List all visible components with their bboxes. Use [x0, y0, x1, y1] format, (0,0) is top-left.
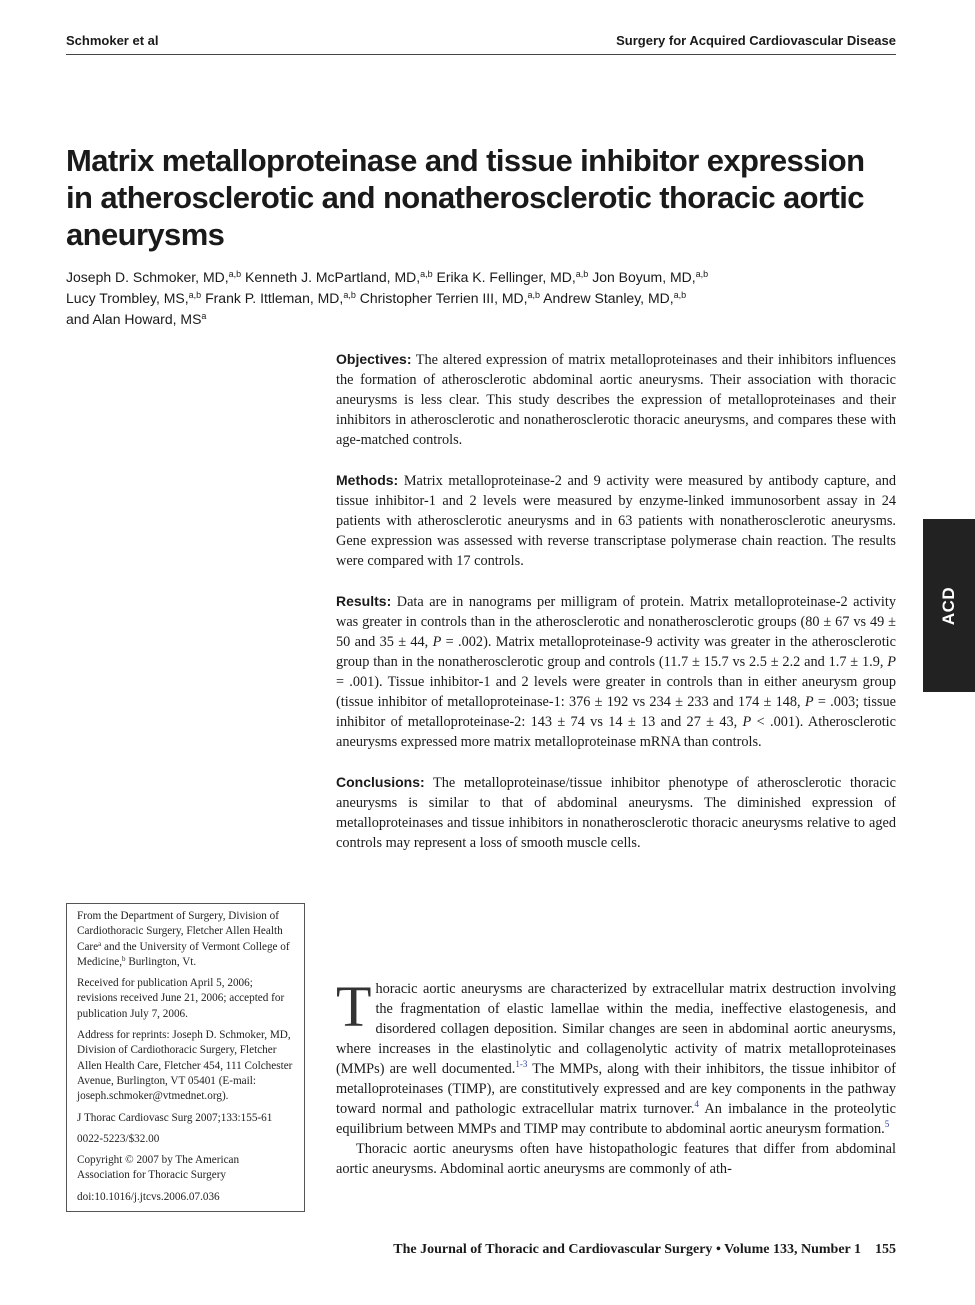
copyright-notice: Copyright © 2007 by The American Association for Thoracic Surgery: [77, 1154, 240, 1182]
abstract-results: [336, 591, 896, 752]
abstract-methods: [336, 470, 896, 571]
author: Jon Boyum, MD,: [592, 269, 696, 285]
doi: doi:10.1016/j.jtcvs.2006.07.036: [77, 1190, 220, 1203]
author-affiliation: a,b: [575, 269, 589, 279]
reference-link[interactable]: 1-3: [515, 1059, 528, 1069]
affiliations: [77, 909, 294, 970]
results-text: = .003; tissue inhibitor of metalloproteinase-2: 143 ± 74 vs 14 ± 13 and 27 ± 43,: [336, 694, 896, 730]
article-info-box: [66, 903, 305, 1212]
affiliation-text: Burlington, Vt.: [125, 955, 197, 968]
results-label: Results:: [336, 593, 392, 609]
affiliation-text: and the University of Vermont College of Medicine,: [77, 940, 290, 968]
author: Frank P. Ittleman, MD,: [205, 290, 344, 306]
results-text: < .001). Atherosclerotic aneurysms expressed more matrix metalloproteinase mRNA than controls.: [336, 714, 897, 750]
objectives-text: The altered expression of matrix metalloproteinases and their inhibitors influences the formation of atherosclerotic abdominal aortic aneurysms. Their association with thoracic aneurysms is less clear. This study describes the expression of metalloproteinases and their inhibitors in atherosclerotic and nonatherosclerotic thoracic aneurysms, and compares these with age-matched controls.: [336, 352, 896, 448]
author-affiliation: a,b: [228, 269, 242, 279]
article-title: Matrix metalloproteinase and tissue inhibitor expression in atherosclerotic and nonatherosclerotic thoracic aortic aneurysms: [66, 143, 865, 252]
side-tab-label: ACD: [939, 586, 958, 625]
reprint-address: Address for reprints: Joseph D. Schmoker, MD, Division of Cardiothoracic Surgery, Fletcher Allen Health Care, Fletcher 454, 111 Colchester Avenue, Burlington, VT 05401 (E-mail: joseph.schmoker@vtmednet.org).: [77, 1029, 293, 1103]
p-value-symbol: P: [432, 634, 442, 650]
author-list: [66, 267, 826, 330]
author: Erika K. Fellinger, MD,: [436, 269, 576, 285]
footer-bullet: •: [715, 1242, 721, 1257]
journal-name: The Journal of Thoracic and Cardiovascular Surgery: [393, 1242, 713, 1257]
author-affiliation: a,b: [695, 269, 709, 279]
results-text: = .001). Tissue inhibitor-1 and 2 levels were greater in controls than in either aneurysm group (tissue inhibitor of metalloproteinase-1: 376 ± 192 vs 234 ± 233 and 174 ± 148,: [336, 674, 896, 710]
author: Joseph D. Schmoker, MD,: [66, 269, 229, 285]
issn-price: 0022-5223/$32.00: [77, 1132, 160, 1145]
article-body: [336, 974, 896, 1179]
author-affiliation: a,b: [527, 290, 541, 300]
results-text: Data are in nanograms per milligram of protein. Matrix metalloproteinase-2 activity was greater in controls than in the atherosclerotic and nonatherosclerotic groups (80 ± 67 vs 49 ± 50 and 35 ± 44,: [336, 594, 897, 650]
author-affiliation: a,b: [343, 290, 356, 300]
body-paragraph: [336, 974, 896, 1139]
objectives-label: Objectives:: [336, 351, 412, 367]
author-affiliation: a,b: [673, 290, 687, 300]
methods-text: Matrix metalloproteinase-2 and 9 activity were measured by antibody capture, and tissue inhibitor-1 and 2 levels were measured by enzyme-linked immunosorbent assay in 24 patients with atherosclerotic aneurysms and in 63 patients with nonatherosclerotic aneurysms. Gene expression was assessed with reverse transcriptase polymerase chain reaction. The results were compared with 17 controls.: [336, 473, 896, 569]
body-paragraph: Thoracic aortic aneurysms often have histopathologic features that differ from abdominal aortic aneurysms. Abdominal aortic aneurysms are commonly of ath-: [336, 1141, 896, 1177]
running-header-section: Surgery for Acquired Cardiovascular Disease: [616, 33, 896, 48]
received-dates: Received for publication April 5, 2006; revisions received June 21, 2006; accepted for publication July 7, 2006.: [77, 977, 285, 1020]
header-rule: [66, 54, 896, 55]
author: Andrew Stanley, MD,: [543, 290, 674, 306]
section-side-tab: [923, 519, 975, 692]
reference-link[interactable]: 5: [884, 1119, 890, 1129]
body-text: An imbalance in the proteolytic equilibrium between MMPs and TIMP may contribute to abdominal aortic aneurysm formation.: [336, 1101, 896, 1137]
author: Christopher Terrien III, MD,: [359, 290, 528, 306]
author-affiliation: a,b: [420, 269, 433, 279]
page-footer: [393, 1242, 896, 1258]
abstract: [336, 349, 896, 873]
body-text: horacic aortic aneurysms are characterized by extracellular matrix destruction involving the fragmentation of elastic lamellae within the media, ineffective elastogenesis, and disordered collagen deposition. Similar changes are seen in abdominal aortic aneurysms, where increases in the elastinolytic and collagenolytic activity of matrix metalloproteinases (MMPs) are well documented.: [336, 981, 896, 1077]
author: Kenneth J. McPartland, MD,: [245, 269, 421, 285]
conclusions-label: Conclusions:: [336, 774, 425, 790]
results-text: = .002). Matrix metalloproteinase-9 activity was greater in the atherosclerotic group than in the nonatherosclerotic group and controls (11.7 ± 15.7 vs 2.5 ± 2.2 and 1.7 ± 1.9,: [336, 634, 896, 670]
author-affiliation: a: [201, 311, 207, 321]
body-text: The MMPs, along with their inhibitors, the tissue inhibitor of metalloproteinases (TIMP), are constitutively expressed and are key components in the pathway toward normal and pathologic extracellular matrix turnover.: [336, 1061, 896, 1117]
reference-link[interactable]: 4: [694, 1099, 699, 1109]
affiliation-marker: b: [122, 954, 126, 963]
running-header-authors: Schmoker et al: [66, 33, 159, 48]
author: Lucy Trombley, MS,: [66, 290, 189, 306]
author: and Alan Howard, MS: [66, 311, 202, 327]
p-value-symbol: P: [887, 654, 897, 670]
affiliation-marker: a: [98, 939, 102, 948]
author-affiliation: a,b: [188, 290, 202, 300]
affiliation-text: From the Department of Surgery, Division of Cardiothoracic Surgery, Fletcher Allen Health Care: [77, 910, 283, 953]
journal-citation: J Thorac Cardiovasc Surg 2007;133:155-61: [77, 1111, 273, 1124]
volume-issue: Volume 133, Number 1: [724, 1242, 861, 1257]
abstract-objectives: [336, 349, 896, 450]
p-value-symbol: P: [804, 694, 814, 710]
page-number: 155: [875, 1242, 896, 1257]
drop-cap: T: [336, 974, 372, 1039]
conclusions-text: The metalloproteinase/tissue inhibitor phenotype of atherosclerotic thoracic aneurysms is similar to that of abdominal aneurysms. The diminished expression of metalloproteinases and tissue inhibitors in nonatherosclerotic thoracic aneurysms relative to aged controls may represent a loss of smooth muscle cells.: [336, 775, 896, 851]
methods-label: Methods:: [336, 472, 399, 488]
abstract-conclusions: [336, 772, 896, 853]
p-value-symbol: P: [742, 714, 752, 730]
